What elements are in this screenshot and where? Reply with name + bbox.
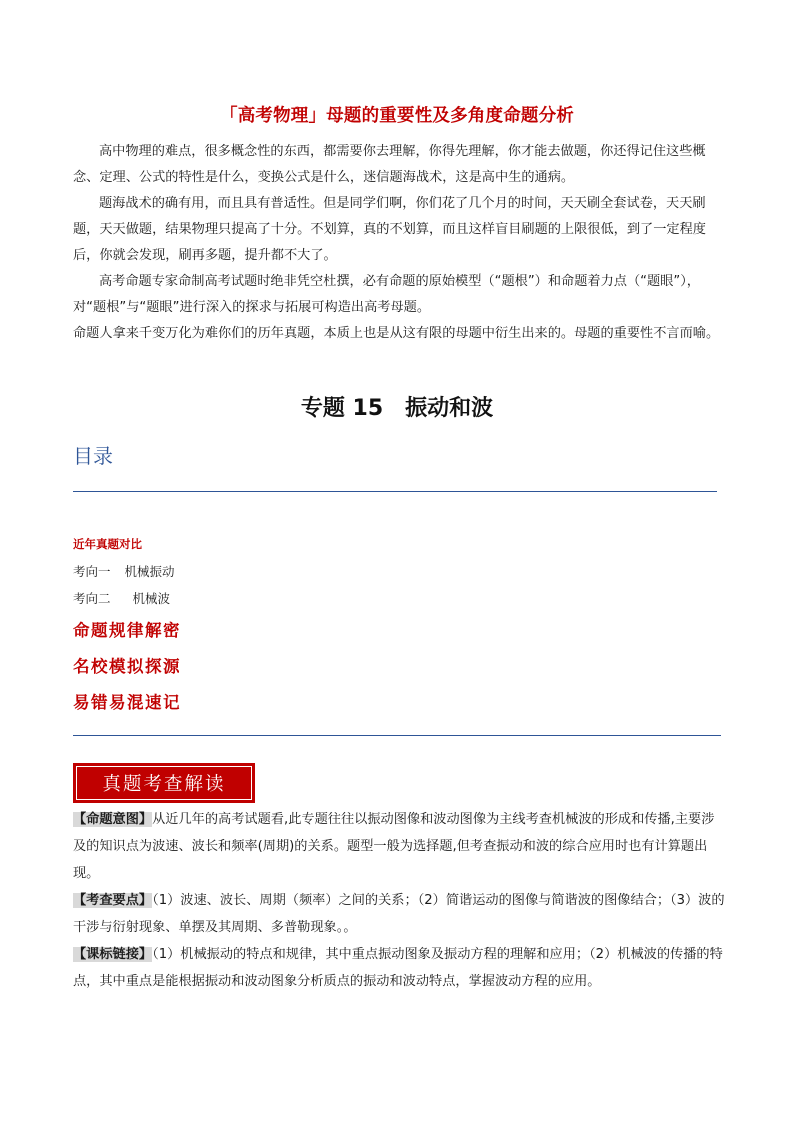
intro-section [73, 139, 725, 347]
points-label: 【考查要点】 [73, 893, 153, 908]
toc-section-mock[interactable]: 名校模拟探源 [73, 657, 181, 676]
page-title: 「高考物理」母题的重要性及多角度命题分析 [220, 106, 574, 126]
toc-divider-top [73, 491, 717, 492]
intro-paragraph-2: 题海战术的确有用，而且具有普适性。但是同学们啊，你们花了几个月的时间，天天刷全套试卷，天天刷题，天天做题，结果物理只提高了十分。不划算，真的不划算，而且这样盲目刷题的上限很低，到了一定程度后，你就会发现，刷再多题，提升都不大了。 [73, 196, 706, 263]
intent-label: 【命题意图】 [73, 812, 153, 827]
analysis-points [73, 887, 725, 941]
link-label: 【课标链接】 [73, 947, 153, 962]
intro-paragraph-3: 高考命题专家命制高考试题时绝非凭空杜撰，必有命题的原始模型（“题根”）和命题着力点（“题眼”），对“题根”与“题眼”进行深入的探求与拓展可构造出高考母题。 [73, 274, 700, 315]
toc-item-text: 机械振动 [124, 564, 175, 579]
link-text: （1）机械振动的特点和规律，其中重点振动图象及振动方程的理解和应用；（2）机械波的传播的特点，其中重点是能根据振动和波动图象分析质点的振动和波动特点，掌握波动方程的应用。 [73, 947, 723, 989]
toc-section-rules[interactable]: 命题规律解密 [73, 621, 181, 640]
analysis-section [73, 806, 725, 995]
toc-item-label: 考向二 [73, 591, 111, 606]
toc-section-errors[interactable]: 易错易混速记 [73, 693, 181, 712]
toc-section-label: 近年真题对比 [73, 537, 142, 551]
analysis-link [73, 941, 725, 995]
toc-item-text: 机械波 [132, 591, 171, 606]
topic-title: 专题 15 振动和波 [300, 396, 494, 421]
analysis-intent [73, 806, 725, 887]
toc-title: 目录 [73, 444, 113, 468]
points-text: （1）波速、波长、周期（频率）之间的关系；（2）简谐运动的图像与简谐波的图像结合；（3）波的干涉与衍射现象、单摆及其周期、多普勒现象。。 [73, 893, 725, 935]
intro-paragraph-1: 高中物理的难点，很多概念性的东西，都需要你去理解，你得先理解，你才能去做题，你还得记住这些概念、定理、公式的特性是什么，变换公式是什么，迷信题海战术，这是高中生的通病。 [73, 144, 706, 185]
toc-item-label: 考向一 [73, 564, 111, 579]
badge-frame [76, 766, 252, 800]
toc-item-1[interactable] [73, 562, 175, 580]
toc-item-2[interactable] [73, 589, 170, 607]
intent-text: 从近几年的高考试题看,此专题往往以振动图像和波动图像为主线考查机械波的形成和传播,主要涉及的知识点为波速、波长和频率(周期)的关系。题型一般为选择题,但考查振动和波的综合应用时也有计算题出现。 [73, 812, 715, 881]
intro-paragraph-4: 命题人拿来千变万化为难你们的历年真题，本质上也是从这有限的母题中衍生出来的。母题的重要性不言而喻。 [73, 326, 720, 341]
badge-text: 真题考查解读 [102, 774, 226, 795]
toc-divider-bottom [73, 735, 721, 736]
section-badge [73, 763, 255, 803]
